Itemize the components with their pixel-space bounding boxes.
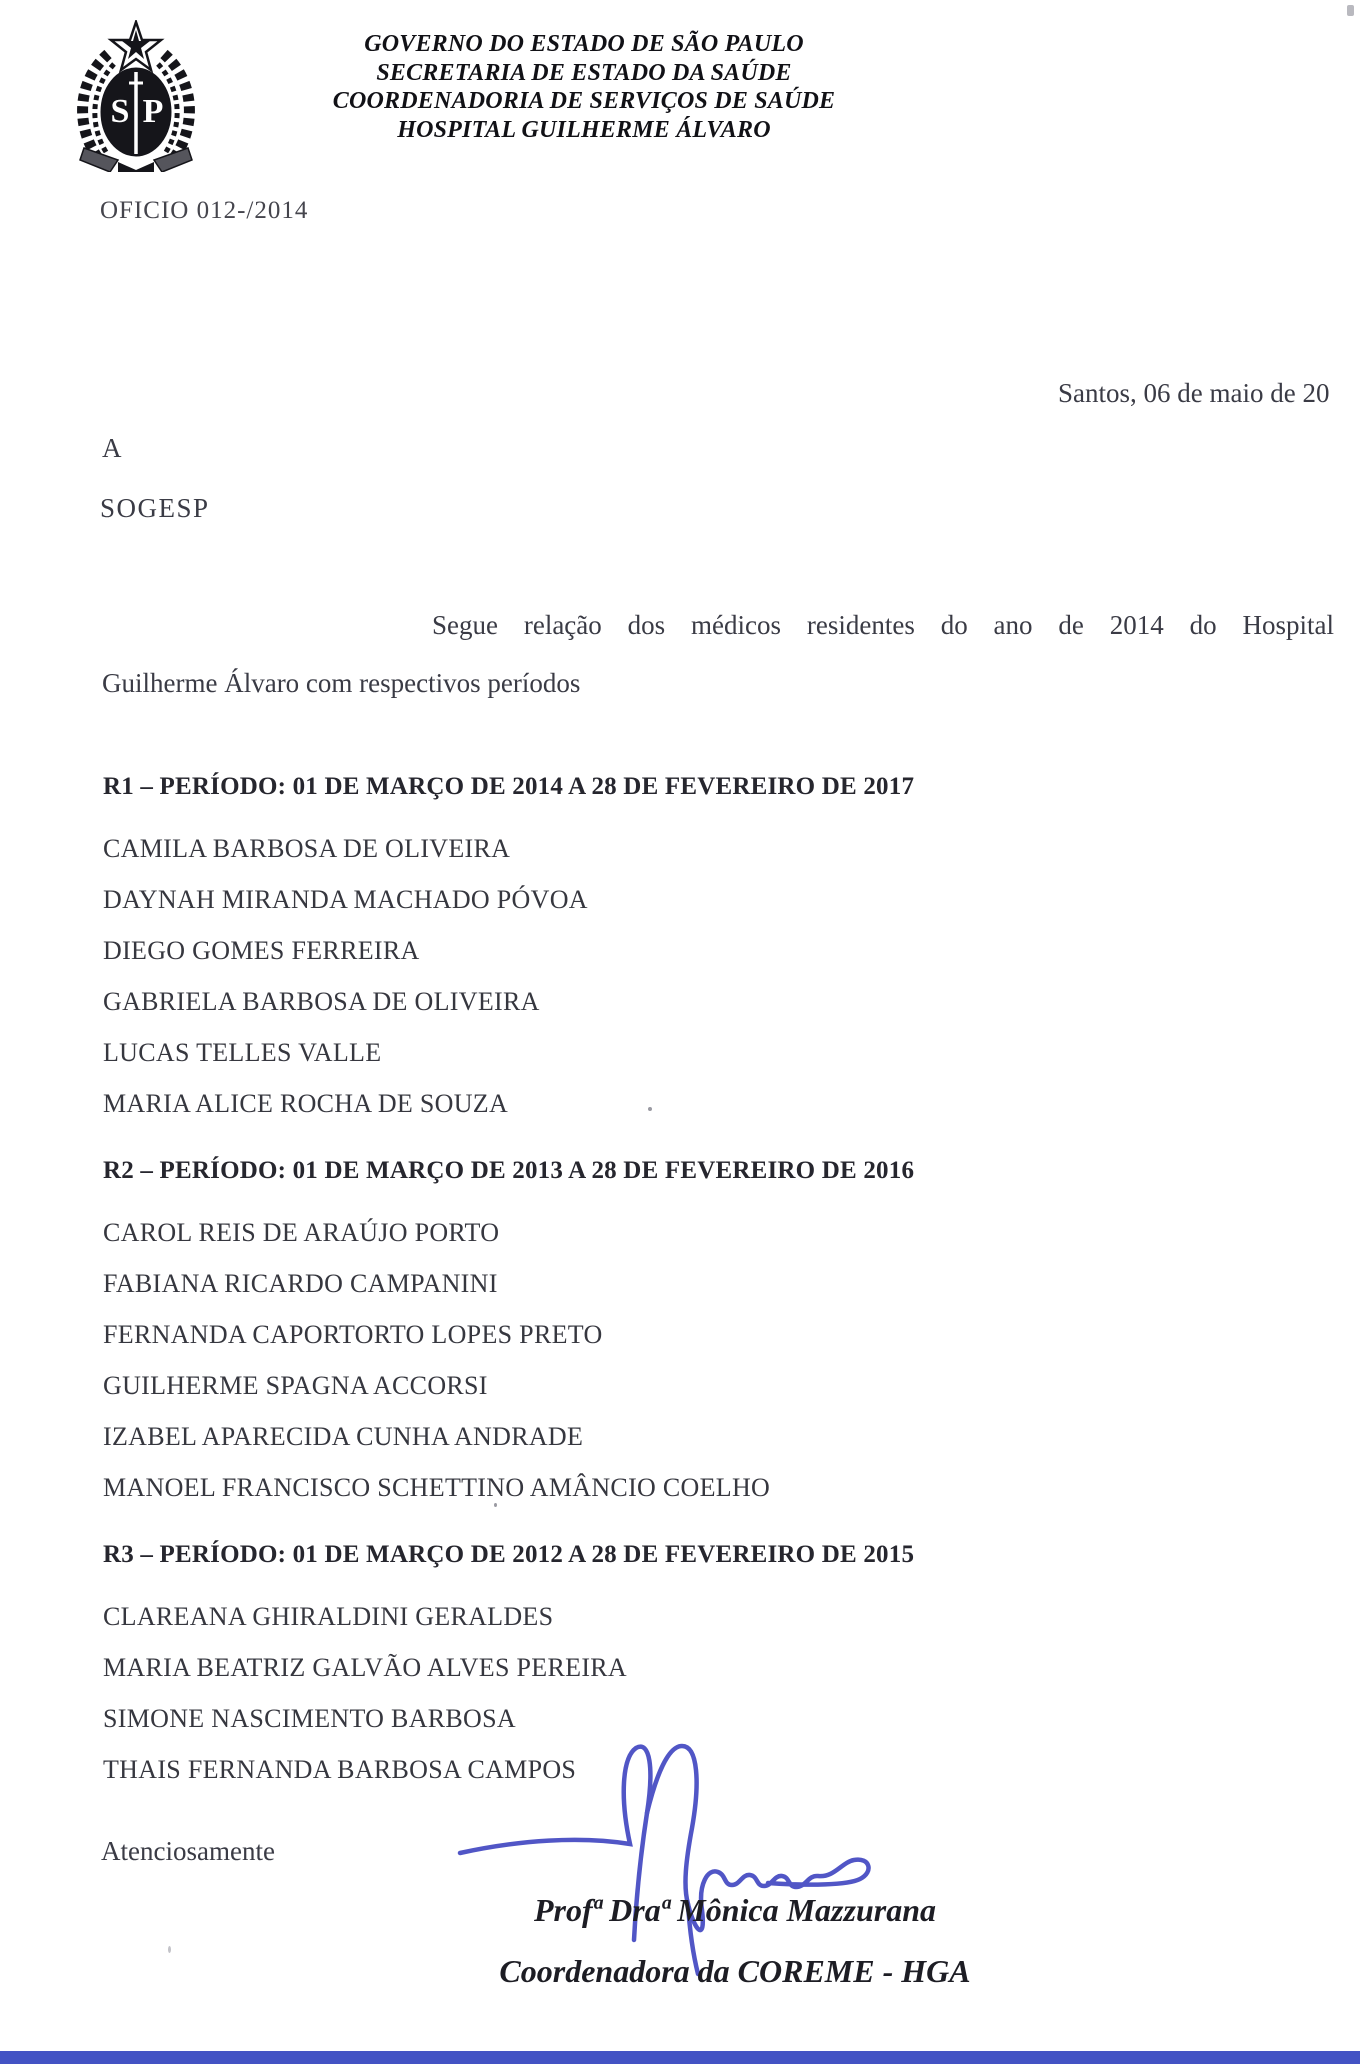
letterhead-line: HOSPITAL GUILHERME ÁLVARO (397, 116, 771, 143)
resident-name: MANOEL FRANCISCO SCHETTINO AMÂNCIO COELHO (103, 1473, 771, 1502)
section-heading: R3 – PERÍODO: 01 DE MARÇO DE 2012 A 28 DE FEVEREIRO DE 2015 (103, 1541, 915, 1568)
residents-section (103, 1156, 1335, 1513)
date-line: Santos, 06 de maio de 20 (1058, 378, 1330, 408)
section-heading: R2 – PERÍODO: 01 DE MARÇO DE 2013 A 28 DE FEVEREIRO DE 2016 (103, 1157, 915, 1184)
resident-name: MARIA BEATRIZ GALVÃO ALVES PEREIRA (103, 1653, 627, 1682)
intro-line: Segue relação dos médicos residentes do ano de 2014 do Hospital (432, 610, 1334, 640)
bottom-scan-bar (0, 2051, 1360, 2064)
scan-speck (648, 1107, 652, 1111)
resident-name: CAROL REIS DE ARAÚJO PORTO (103, 1218, 500, 1247)
oficio-number: OFICIO 012-/2014 (100, 197, 309, 224)
scan-speck (1347, 5, 1354, 16)
signatory-name: Profª Draª Mônica Mazzurana (534, 1892, 936, 1928)
resident-name: DIEGO GOMES FERREIRA (103, 936, 420, 965)
residents-section (103, 772, 1335, 1129)
addressee-prefix: A (102, 433, 122, 463)
resident-name: THAIS FERNANDA BARBOSA CAMPOS (103, 1755, 577, 1784)
letterhead-line: GOVERNO DO ESTADO DE SÃO PAULO (364, 31, 804, 57)
section-heading: R1 – PERÍODO: 01 DE MARÇO DE 2014 A 28 DE FEVEREIRO DE 2017 (103, 773, 915, 800)
resident-name: FABIANA RICARDO CAMPANINI (103, 1269, 498, 1298)
resident-name: IZABEL APARECIDA CUNHA ANDRADE (103, 1422, 584, 1451)
resident-name: GABRIELA BARBOSA DE OLIVEIRA (103, 987, 540, 1016)
handwritten-signature (450, 1738, 950, 1988)
svg-text:S: S (110, 93, 130, 130)
scan-speck (168, 1946, 171, 1953)
resident-name: CLAREANA GHIRALDINI GERALDES (103, 1602, 554, 1631)
signatory-title: Coordenadora da COREME - HGA (499, 1953, 971, 1989)
intro-line: Guilherme Álvaro com respectivos períodos (102, 668, 581, 698)
svg-text:P: P (142, 93, 164, 130)
letterhead-line: COORDENADORIA DE SERVIÇOS DE SAÚDE (332, 88, 836, 114)
letterhead-line: SECRETARIA DE ESTADO DA SAÚDE (376, 59, 792, 86)
resident-name: SIMONE NASCIMENTO BARBOSA (103, 1704, 516, 1733)
closing-salutation: Atenciosamente (101, 1836, 275, 1866)
sp-coat-of-arms-icon (68, 20, 204, 172)
resident-name: CAMILA BARBOSA DE OLIVEIRA (103, 834, 511, 863)
resident-name: GUILHERME SPAGNA ACCORSI (103, 1371, 488, 1400)
addressee-name: SOGESP (100, 493, 210, 523)
letterhead-text (228, 30, 940, 144)
scan-speck (494, 1503, 497, 1507)
intro-paragraph (102, 596, 1334, 712)
resident-name: DAYNAH MIRANDA MACHADO PÓVOA (103, 885, 588, 914)
residents-sections (103, 772, 1335, 1822)
resident-name: FERNANDA CAPORTORTO LOPES PRETO (103, 1320, 603, 1349)
resident-name: MARIA ALICE ROCHA DE SOUZA (103, 1089, 509, 1118)
resident-name: LUCAS TELLES VALLE (103, 1038, 382, 1067)
